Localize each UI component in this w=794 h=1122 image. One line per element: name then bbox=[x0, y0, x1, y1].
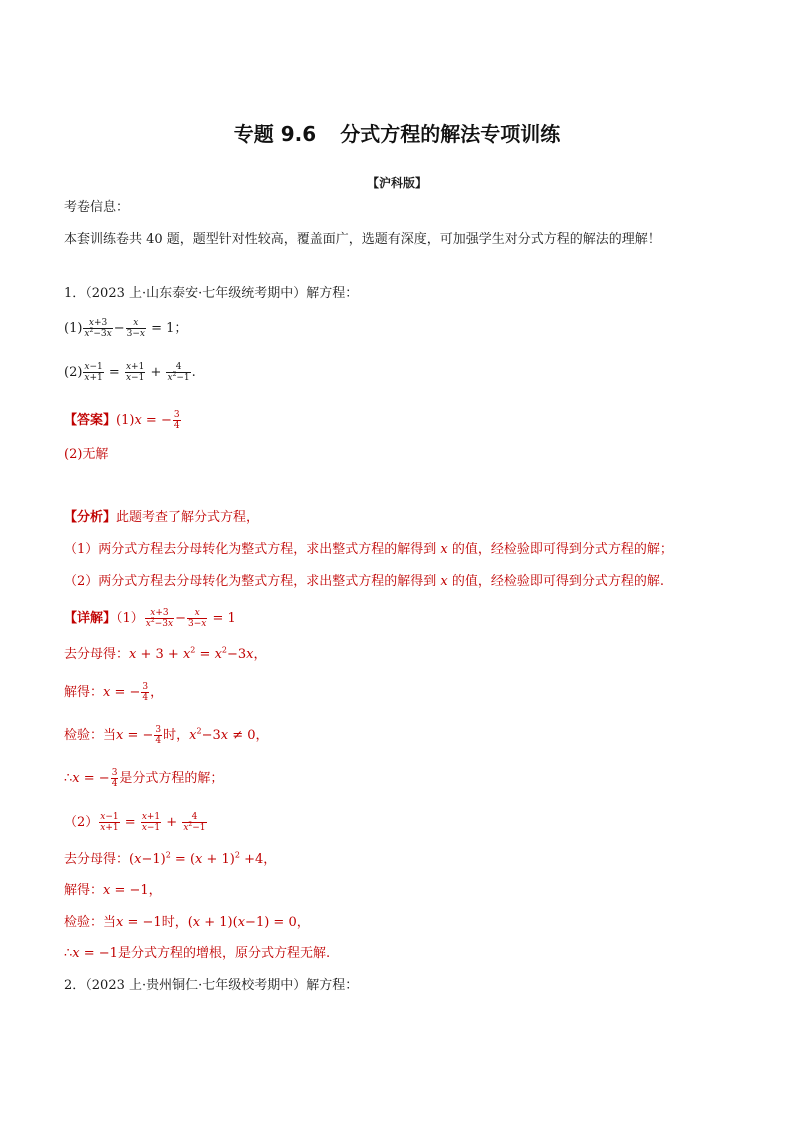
detail-1-check: 检验：当x = − $\frac{3}{4}$ 时，$x^2-3x \ne 0$， bbox=[64, 725, 269, 746]
detail-1-remove-denominator: 去分母得：$x + 3 + x^2 = x^2-3x$， bbox=[64, 645, 267, 662]
detail-2-solution: 解得：x = −1， bbox=[64, 883, 162, 898]
detail-part-2-equation: （2） $\frac{x-1}{x+1}$ = $\frac{x+1}{x-1}$ + $\frac{4}{x^2-1}$ bbox=[64, 812, 206, 833]
question-1-part-1: (1) $\frac{x+3}{x^2-3x}$ − $\frac{x}{3-x}$ = 1； bbox=[64, 318, 188, 339]
title-main: 分式方程的解法专项训练 bbox=[340, 122, 561, 146]
edition-label: 【沪科版】 bbox=[366, 176, 427, 190]
page-title bbox=[0, 118, 794, 147]
exam-info-description: 本套训练卷共 40 题，题型针对性较高，覆盖面广，选题有深度，可加强学生对分式方程的解法的理解！ bbox=[64, 232, 661, 247]
detail-1-conclusion: ∴x = − $\frac{3}{4}$ 是分式方程的解； bbox=[64, 768, 224, 789]
detail-part-1-equation: 【详解】（1） $\frac{x+3}{x^2-3x}$ − $\frac{x}{3-x}$ = 1 bbox=[64, 608, 236, 629]
detail-2-remove-denominator: 去分母得：$(x-1)^2 = (x + 1)^2 +4$， bbox=[64, 850, 277, 867]
analysis-part-1: （1）两分式方程去分母转化为整式方程，求出整式方程的解得到 x 的值，经检验即可得到分式方程的解； bbox=[64, 542, 673, 557]
question-1-answer-2: (2)无解 bbox=[64, 447, 109, 462]
detail-1-solution: 解得：x = − $\frac{3}{4}$ ， bbox=[64, 682, 164, 703]
question-1-analysis: 【分析】此题考查了解分式方程， bbox=[64, 510, 260, 525]
question-2-stem: 2．（2023 上·贵州铜仁·七年级校考期中）解方程： bbox=[64, 978, 359, 993]
question-1-answer: 【答案】(1)x = − $\frac{3}{4}$ bbox=[64, 410, 180, 431]
question-1-stem: 1．（2023 上·山东泰安·七年级统考期中）解方程： bbox=[64, 286, 359, 301]
question-1-part-2: (2) $\frac{x-1}{x+1}$ = $\frac{x+1}{x-1}$ + $\frac{4}{x^2-1}$ . bbox=[64, 362, 196, 383]
detail-2-conclusion: ∴x = −1是分式方程的增根，原分式方程无解. bbox=[64, 946, 331, 961]
exam-info-label: 考卷信息： bbox=[64, 200, 130, 215]
title-prefix: 专题 9.6 bbox=[233, 122, 317, 146]
detail-2-check: 检验：当x = −1时，(x + 1)(x−1) = 0， bbox=[64, 915, 310, 930]
analysis-part-2: （2）两分式方程去分母转化为整式方程，求出整式方程的解得到 x 的值，经检验即可得到分式方程的解. bbox=[64, 574, 665, 589]
